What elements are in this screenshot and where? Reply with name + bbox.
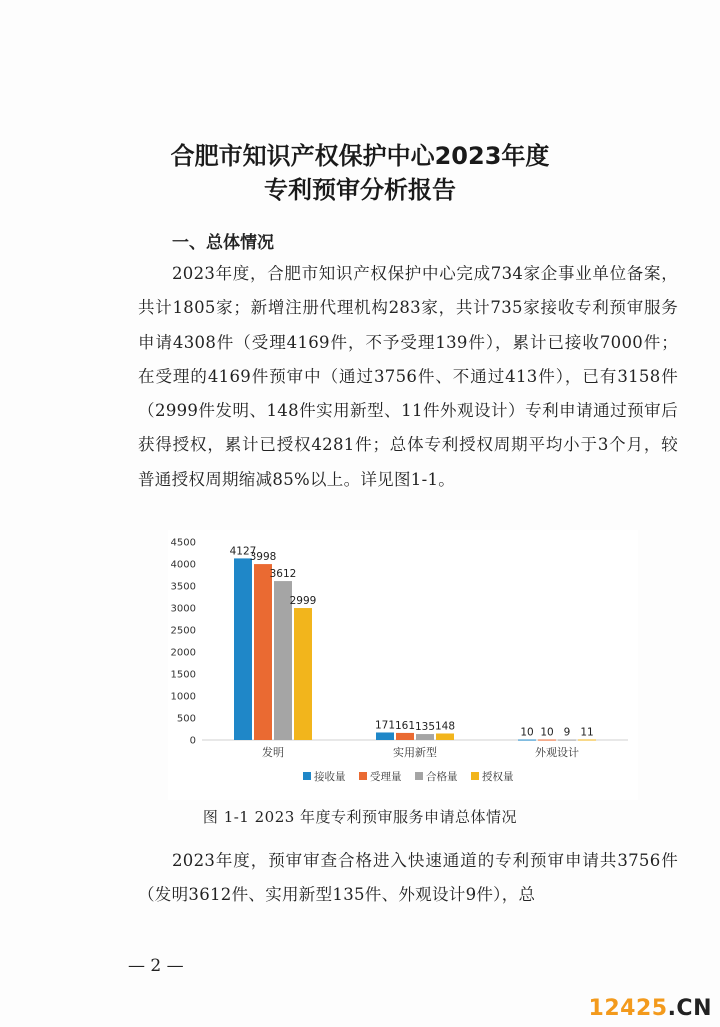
- figure-caption: 图 1-1 2023 年度专利预审服务申请总体情况: [202, 808, 518, 826]
- legend-label: 授权量: [482, 771, 514, 783]
- bar-授权量: [294, 608, 312, 740]
- x-category-label: 实用新型: [393, 746, 437, 759]
- y-tick-label: 2500: [170, 625, 196, 637]
- bar-授权量: [578, 740, 596, 741]
- bar-接收量: [234, 558, 252, 740]
- legend-swatch: [303, 772, 311, 780]
- y-tick-label: 2000: [170, 647, 196, 659]
- data-label: 2999: [289, 595, 317, 608]
- y-tick-label: 4500: [170, 537, 196, 549]
- legend-swatch: [415, 772, 423, 780]
- legend-label: 受理量: [370, 771, 402, 783]
- data-label: 161: [394, 719, 416, 732]
- data-label: 3612: [269, 568, 297, 581]
- data-label: 10: [540, 726, 554, 739]
- bar-受理量: [538, 740, 556, 741]
- y-tick-label: 500: [176, 713, 196, 725]
- data-label: 4127: [229, 545, 257, 558]
- data-label: 171: [374, 719, 396, 732]
- bar-合格量: [416, 734, 434, 740]
- bar-受理量: [254, 564, 272, 740]
- x-category-label: 外观设计: [535, 746, 579, 759]
- page-number: — 2 —: [128, 956, 184, 976]
- data-label: 135: [414, 721, 436, 734]
- data-label: 9: [563, 726, 571, 739]
- watermark-number: 12425: [588, 996, 668, 1021]
- y-tick-label: 3000: [170, 603, 196, 615]
- legend-swatch: [471, 772, 479, 780]
- watermark-suffix: .CN: [667, 996, 712, 1021]
- legend-label: 接收量: [314, 771, 346, 783]
- y-tick-label: 3500: [170, 581, 196, 593]
- paragraph-fast-track: 2023年度，预审审查合格进入快速通道的专利预审申请共3756件（发明3612件、实用新型135件、外观设计9件），总: [138, 851, 678, 905]
- site-watermark: [589, 996, 712, 1021]
- section-heading: 一、总体情况: [172, 233, 274, 253]
- bar-接收量: [376, 732, 394, 740]
- chart-container: [168, 530, 638, 800]
- report-title-line2: 专利预审分析报告: [264, 176, 456, 204]
- bar-受理量: [396, 733, 414, 740]
- y-tick-label: 1000: [170, 691, 196, 703]
- data-label: 10: [520, 726, 534, 739]
- legend-swatch: [359, 772, 367, 780]
- legend-label: 合格量: [426, 771, 458, 783]
- bar-授权量: [436, 733, 454, 740]
- data-label: 3998: [249, 551, 277, 564]
- x-category-label: 发明: [262, 746, 284, 759]
- y-tick-label: 0: [189, 735, 196, 747]
- data-label: 148: [434, 720, 456, 733]
- data-label: 11: [580, 726, 594, 739]
- paragraph-overview: 2023年度，合肥市知识产权保护中心完成734家企事业单位备案，共计1805家；新增注册代理机构283家，共计735家接收专利预审服务申请4308件（受理4169件，不予受理139件），累计已接收7000件；在受理的4169件预审中（通过3756件、不通过413件），已有3158件（2999件发明、148件实用新型、11件外观设计）专利申请通过预审后获得授权，累计已授权4281件；总体专利授权周期平均小于3个月，较普通授权周期缩减85%以上。详见图1-1。: [138, 264, 678, 489]
- y-tick-label: 4000: [170, 559, 196, 571]
- y-tick-label: 1500: [170, 669, 196, 681]
- bar-接收量: [518, 740, 536, 741]
- bar-chart: [168, 530, 638, 800]
- bar-合格量: [558, 740, 576, 741]
- report-title-line1: 合肥市知识产权保护中心2023年度: [170, 142, 550, 170]
